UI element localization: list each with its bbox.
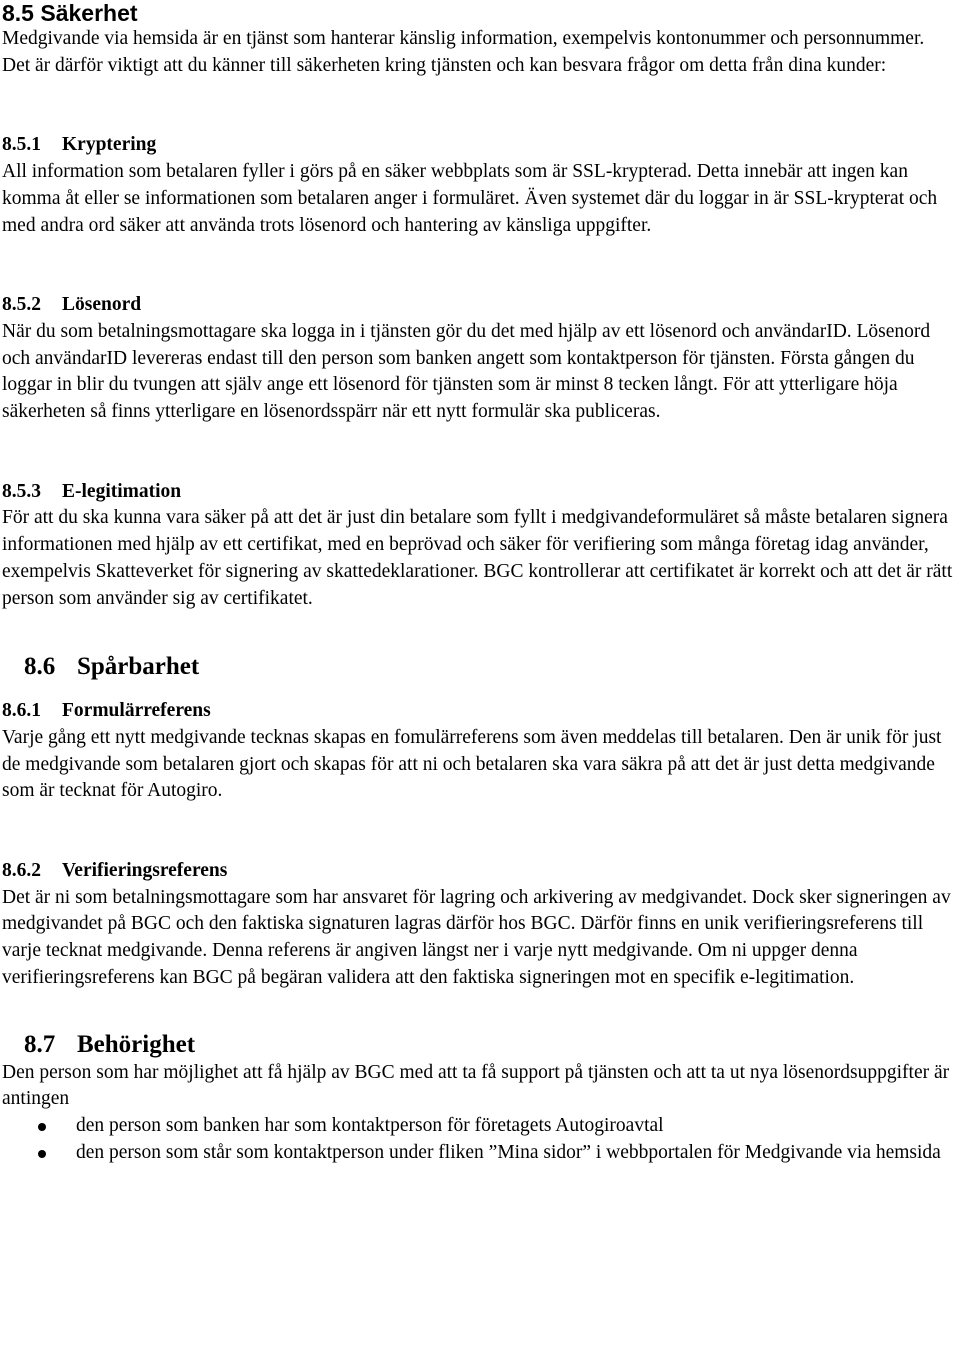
section-8-5-2-body: När du som betalningsmottagare ska logga in i tjänsten gör du det med hjälp av ett lösenord och användarID. Lösenord och användarID levereras endast till den person som banken angett som kontaktperson för tjänsten. Första gången du loggar in blir du tvungen att själv ange ett lösenord för tjänsten som är minst 8 tecken långt. För att ytterligare höja säkerheten så finns ytterligare en lösenordsspärr när ett nytt formulär ska publiceras. — [2, 320, 931, 423]
section-number: 8.5.2 — [2, 294, 41, 316]
section-title: Spårbarhet — [77, 653, 200, 681]
list-item-text: den person som banken har som kontaktperson för företagets Autogiroavtal — [76, 1114, 664, 1136]
section-number: 8.6.2 — [2, 860, 41, 882]
bullet-icon — [38, 1123, 46, 1131]
section-8-5-3-body: För att du ska kunna vara säker på att det är just din betalare som fyllt i medgivandeformuläret så måste betalaren signera informationen med hjälp av ett certifikat, med en beprövad och säker för verifiering som många företag idag använder, exempelvis Skatteverket för signering av skattedeklarationer. BGC kontrollerar att certifikatet är korrekt och att det är rätt person som använder sig av certifikatet. — [2, 507, 953, 609]
section-title: E-legitimation — [62, 480, 182, 502]
section-heading-8-6 — [2, 652, 954, 682]
section-number: 8.7 — [24, 1030, 56, 1058]
section-title: Verifieringsreferens — [62, 860, 228, 882]
section-heading-8-5-3 — [2, 479, 954, 506]
section-heading-8-5-2 — [2, 292, 954, 319]
section-number: 8.6.1 — [2, 700, 41, 722]
section-8-6-1-body: Varje gång ett nytt medgivande tecknas skapas en fomulärreferens som även meddelas till betalaren. Den är unik för just de medgivande som betalaren gjort och skapas för att ni och betalaren ska vara säkra på att det är just detta medgivande som är tecknat för Autogiro. — [2, 726, 942, 802]
section-heading-8-7 — [2, 1030, 954, 1060]
section-heading-8-6-1 — [2, 698, 954, 725]
list-item-text: den person som står som kontaktperson under fliken ”Mina sidor” i webbportalen för Medgivande via hemsida — [76, 1141, 941, 1163]
section-8-7-body: Den person som har möjlighet att få hjälp av BGC med att ta få support på tjänsten och att ta ut nya lösenordsuppgifter är antingen — [2, 1061, 950, 1110]
section-title: Lösenord — [62, 294, 142, 316]
section-8-5-1-body: All information som betalaren fyller i görs på en säker webbplats som är SSL-krypterad. Detta innebär att ingen kan komma åt eller se informationen som betalaren anger i formuläret. Även systemet där du loggar in är SSL-krypterat och med andra ord säker att använda trots lösenord och hantering av känsliga uppgifter. — [2, 161, 938, 236]
section-8-5-body: Medgivande via hemsida är en tjänst som hanterar känslig information, exempelvis kontonummer och personnummer. Det är därför viktigt att du känner till säkerheten kring tjänsten och kan besvara frågor om detta från dina kunder: — [2, 28, 925, 76]
list-item — [2, 1140, 954, 1167]
section-title: Formulärreferens — [62, 700, 211, 722]
bullet-icon — [38, 1150, 46, 1158]
section-title: Behörighet — [77, 1030, 196, 1058]
section-heading-8-5: 8.5 Säkerhet — [2, 0, 138, 26]
section-title: Kryptering — [62, 134, 157, 156]
list-item — [2, 1113, 954, 1140]
section-number: 8.5.3 — [2, 480, 41, 502]
section-heading-8-6-2 — [2, 858, 954, 885]
section-number: 8.5.1 — [2, 134, 41, 156]
section-number: 8.6 — [24, 653, 56, 681]
section-heading-8-5-1 — [2, 132, 954, 159]
bullet-list — [2, 1113, 954, 1166]
section-8-6-2-body: Det är ni som betalningsmottagare som har ansvaret för lagring och arkivering av medgivandet. Dock sker signeringen av medgivandet på BGC och den faktiska signaturen lagras därför hos BGC. Därför finns en unik verifieringsreferens till varje tecknat medgivande. Denna referens är angiven längst ner i varje nytt medgivande. Om ni uppger denna verifieringsreferens kan BGC på begäran validera att den faktiska signeringen mot en specifik e-legitimation. — [2, 886, 951, 988]
